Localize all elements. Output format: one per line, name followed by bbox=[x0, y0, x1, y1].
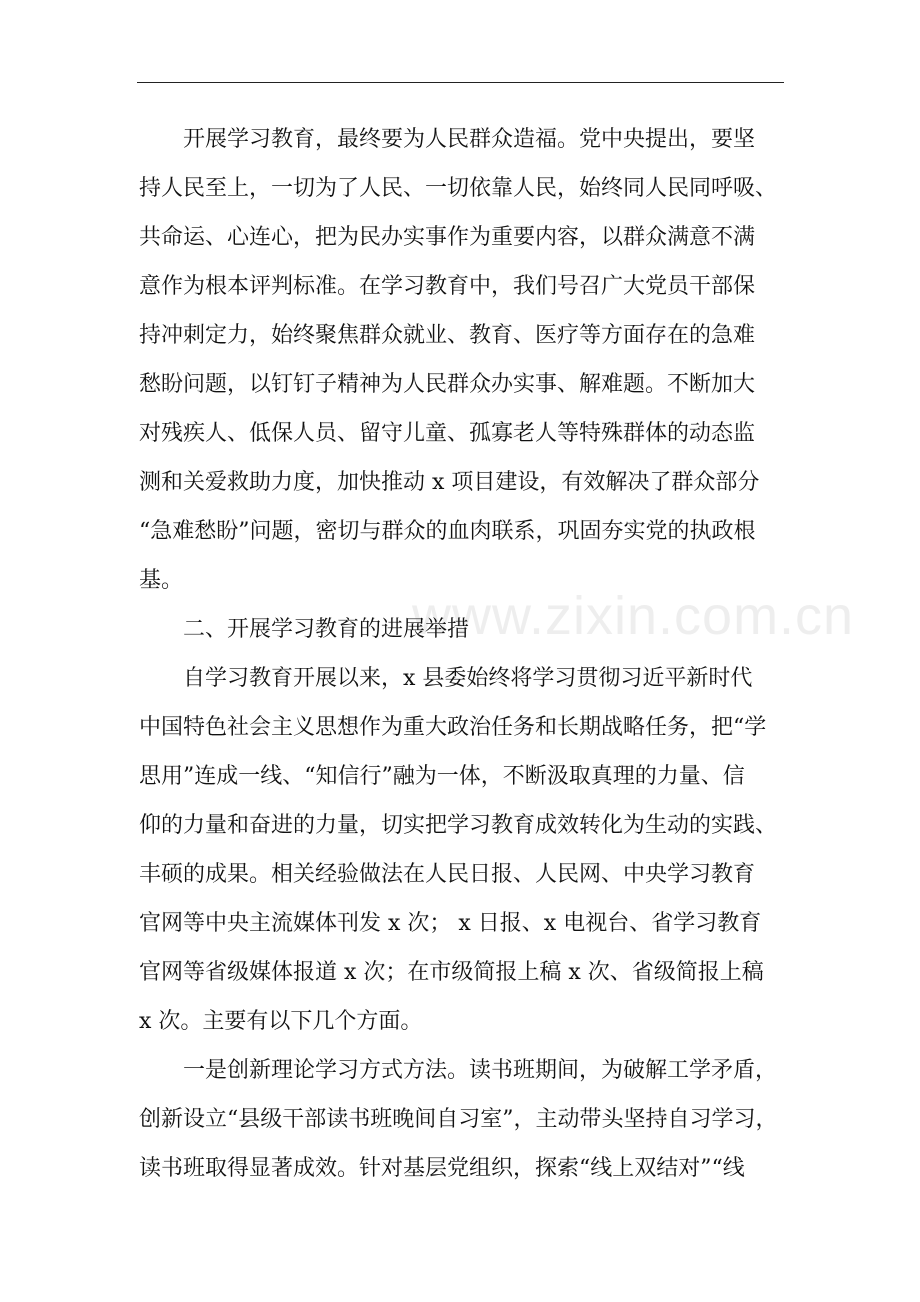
paragraph-2-line: x 次。主要有以下几个方面。 bbox=[139, 1009, 423, 1034]
paragraph-2-line: 思用”连成一线、“知信行”融为一体，不断汲取真理的力量、信 bbox=[139, 764, 745, 789]
watermark-text: www.zixin.com.cn bbox=[412, 586, 855, 646]
paragraph-3-line: 读书班取得显著成效。针对基层党组织，探索“线上双结对”“线 bbox=[139, 1156, 745, 1181]
paragraph-1-line: 持人民至上，一切为了人民、一切依靠人民，始终同人民同呼吸、 bbox=[139, 176, 778, 201]
paragraph-3-line: 一是创新理论学习方式方法。读书班期间，为破解工学矛盾， bbox=[183, 1058, 778, 1083]
section-heading: 二、开展学习教育的进展举措 bbox=[183, 617, 470, 642]
paragraph-2-line: 中国特色社会主义思想作为重大政治任务和长期战略任务，把“学 bbox=[139, 715, 767, 740]
paragraph-1-line: 愁盼问题，以钉钉子精神为人民群众办实事、解难题。不断加大 bbox=[139, 372, 756, 397]
paragraph-1-line: 开展学习教育，最终要为人民群众造福。党中央提出，要坚 bbox=[183, 127, 756, 152]
paragraph-1-line: 测和关爱救助力度，加快推动 x 项目建设，有效解决了群众部分 bbox=[139, 470, 760, 495]
paragraph-1-line: 意作为根本评判标准。在学习教育中，我们号召广大党员干部保 bbox=[139, 274, 756, 299]
paragraph-2-line: 自学习教育开展以来，x 县委始终将学习贯彻习近平新时代 bbox=[183, 666, 753, 691]
paragraph-2-line: 官网等省级媒体报道 x 次；在市级简报上稿 x 次、省级简报上稿 bbox=[139, 960, 764, 985]
paragraph-3-line: 创新设立“县级干部读书班晚间自习室”，主动带头坚持自习学习， bbox=[139, 1107, 778, 1132]
paragraph-1-line: 基。 bbox=[139, 568, 184, 593]
paragraph-2-line: 仰的力量和奋进的力量，切实把学习教育成效转化为生动的实践、 bbox=[139, 813, 778, 838]
paragraph-1-line: 对残疾人、低保人员、留守儿童、孤寡老人等特殊群体的动态监 bbox=[139, 421, 756, 446]
paragraph-1-line: “急难愁盼”问题，密切与群众的血肉联系，巩固夯实党的执政根 bbox=[139, 519, 756, 544]
header-rule bbox=[137, 82, 784, 83]
paragraph-2-line: 丰硕的成果。相关经验做法在人民日报、人民网、中央学习教育 bbox=[139, 862, 756, 887]
paragraph-1-line: 持冲刺定力，始终聚焦群众就业、教育、医疗等方面存在的急难 bbox=[139, 323, 756, 348]
paragraph-1-line: 共命运、心连心，把为民办实事作为重要内容，以群众满意不满 bbox=[139, 225, 756, 250]
paragraph-2-line: 官网等中央主流媒体刊发 x 次； x 日报、x 电视台、省学习教育 bbox=[139, 911, 762, 936]
